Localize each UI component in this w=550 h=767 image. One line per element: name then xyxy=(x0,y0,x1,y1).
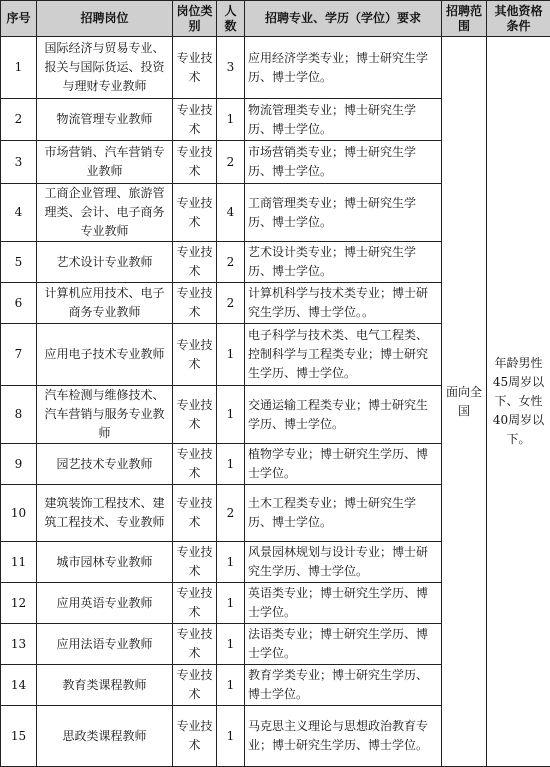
cell-position: 思政类课程教师 xyxy=(37,706,173,767)
cell-requirement: 土木工程类专业；博士研究生学历、博士学位。 xyxy=(245,485,442,542)
cell-requirement: 交通运输工程类专业；博士研究生学历、博士学位。 xyxy=(245,386,442,444)
header-no: 序号 xyxy=(1,1,37,37)
cell-requirement: 植物学专业；博士研究生学历、博士学位。 xyxy=(245,444,442,485)
cell-requirement: 应用经济学类专业；博士研究生学历、博士学位。 xyxy=(245,37,442,99)
cell-position: 建筑装饰工程技术、建筑工程技术、专业教师 xyxy=(37,485,173,542)
cell-position: 艺术设计专业教师 xyxy=(37,242,173,283)
cell-count: 1 xyxy=(217,706,245,767)
cell-category: 专业技术 xyxy=(173,624,217,665)
cell-count: 4 xyxy=(217,184,245,242)
cell-category: 专业技术 xyxy=(173,444,217,485)
cell-requirement: 马克思主义理论与思想政治教育专业；博士研究生学历、博士学位。 xyxy=(245,706,442,767)
cell-position: 城市园林专业教师 xyxy=(37,542,173,583)
cell-count: 2 xyxy=(217,242,245,283)
cell-category: 专业技术 xyxy=(173,283,217,324)
cell-position: 园艺技术专业教师 xyxy=(37,444,173,485)
cell-no: 1 xyxy=(1,37,37,99)
cell-count: 2 xyxy=(217,283,245,324)
cell-count: 1 xyxy=(217,542,245,583)
cell-category: 专业技术 xyxy=(173,242,217,283)
cell-no: 2 xyxy=(1,99,37,141)
cell-requirement: 电子科学与技术类、电气工程类、控制科学与工程类专业；博士研究生学历、博士学位。 xyxy=(245,324,442,386)
cell-no: 9 xyxy=(1,444,37,485)
cell-position: 物流管理专业教师 xyxy=(37,99,173,141)
cell-no: 12 xyxy=(1,583,37,624)
cell-scope: 面向全国 xyxy=(442,37,487,767)
cell-no: 11 xyxy=(1,542,37,583)
cell-position: 应用英语专业教师 xyxy=(37,583,173,624)
cell-position: 应用法语专业教师 xyxy=(37,624,173,665)
cell-requirement: 艺术设计类专业；博士研究生学历、博士学位。 xyxy=(245,242,442,283)
cell-position: 应用电子技术专业教师 xyxy=(37,324,173,386)
cell-position: 计算机应用技术、电子商务专业教师 xyxy=(37,283,173,324)
cell-category: 专业技术 xyxy=(173,99,217,141)
cell-count: 1 xyxy=(217,444,245,485)
cell-category: 专业技术 xyxy=(173,324,217,386)
header-count: 人数 xyxy=(217,1,245,37)
cell-requirement: 物流管理类专业；博士研究生学历、博士学位。 xyxy=(245,99,442,141)
header-category: 岗位类别 xyxy=(173,1,217,37)
header-row xyxy=(1,1,550,37)
cell-count: 1 xyxy=(217,99,245,141)
cell-requirement: 风景园林规划与设计专业；博士研究生学历、博士学位。 xyxy=(245,542,442,583)
cell-category: 专业技术 xyxy=(173,665,217,706)
cell-requirement: 市场营销类专业；博士研究生学历、博士学位。 xyxy=(245,141,442,184)
cell-category: 专业技术 xyxy=(173,37,217,99)
cell-other-conditions: 年龄男性45周岁以下、女性40周岁以下。 xyxy=(487,37,550,767)
cell-no: 6 xyxy=(1,283,37,324)
cell-count: 1 xyxy=(217,665,245,706)
cell-no: 7 xyxy=(1,324,37,386)
cell-no: 13 xyxy=(1,624,37,665)
cell-no: 8 xyxy=(1,386,37,444)
cell-category: 专业技术 xyxy=(173,386,217,444)
cell-count: 1 xyxy=(217,583,245,624)
cell-count: 1 xyxy=(217,324,245,386)
header-position: 招聘岗位 xyxy=(37,1,173,37)
cell-category: 专业技术 xyxy=(173,542,217,583)
cell-position: 工商企业管理、旅游管理类、会计、电子商务专业教师 xyxy=(37,184,173,242)
cell-requirement: 法语类专业；博士研究生学历、博士学位。 xyxy=(245,624,442,665)
cell-count: 2 xyxy=(217,141,245,184)
cell-requirement: 教育学类专业；博士研究生学历、博士学位。 xyxy=(245,665,442,706)
cell-no: 4 xyxy=(1,184,37,242)
cell-count: 2 xyxy=(217,485,245,542)
cell-category: 专业技术 xyxy=(173,184,217,242)
cell-position: 教育类课程教师 xyxy=(37,665,173,706)
header-scope: 招聘范围 xyxy=(442,1,487,37)
cell-count: 1 xyxy=(217,386,245,444)
cell-no: 5 xyxy=(1,242,37,283)
cell-requirement: 英语类专业；博士研究生学历、博士学位。 xyxy=(245,583,442,624)
cell-no: 10 xyxy=(1,485,37,542)
cell-position: 汽车检测与维修技术、汽车营销与服务专业教师 xyxy=(37,386,173,444)
header-requirement: 招聘专业、学历（学位）要求 xyxy=(245,1,442,37)
cell-requirement: 工商管理类专业；博士研究生学历、博士学位。 xyxy=(245,184,442,242)
cell-category: 专业技术 xyxy=(173,706,217,767)
header-other: 其他资格条件 xyxy=(487,1,550,37)
cell-position: 市场营销、汽车营销专业教师 xyxy=(37,141,173,184)
cell-category: 专业技术 xyxy=(173,141,217,184)
table-row xyxy=(1,37,550,99)
cell-position: 国际经济与贸易专业、报关与国际货运、投资与理财专业教师 xyxy=(37,37,173,99)
cell-no: 15 xyxy=(1,706,37,767)
cell-category: 专业技术 xyxy=(173,583,217,624)
cell-no: 3 xyxy=(1,141,37,184)
cell-no: 14 xyxy=(1,665,37,706)
cell-requirement: 计算机科学与技术类专业；博士研究生学历、博士学位。。 xyxy=(245,283,442,324)
cell-category: 专业技术 xyxy=(173,485,217,542)
cell-count: 1 xyxy=(217,624,245,665)
cell-count: 3 xyxy=(217,37,245,99)
